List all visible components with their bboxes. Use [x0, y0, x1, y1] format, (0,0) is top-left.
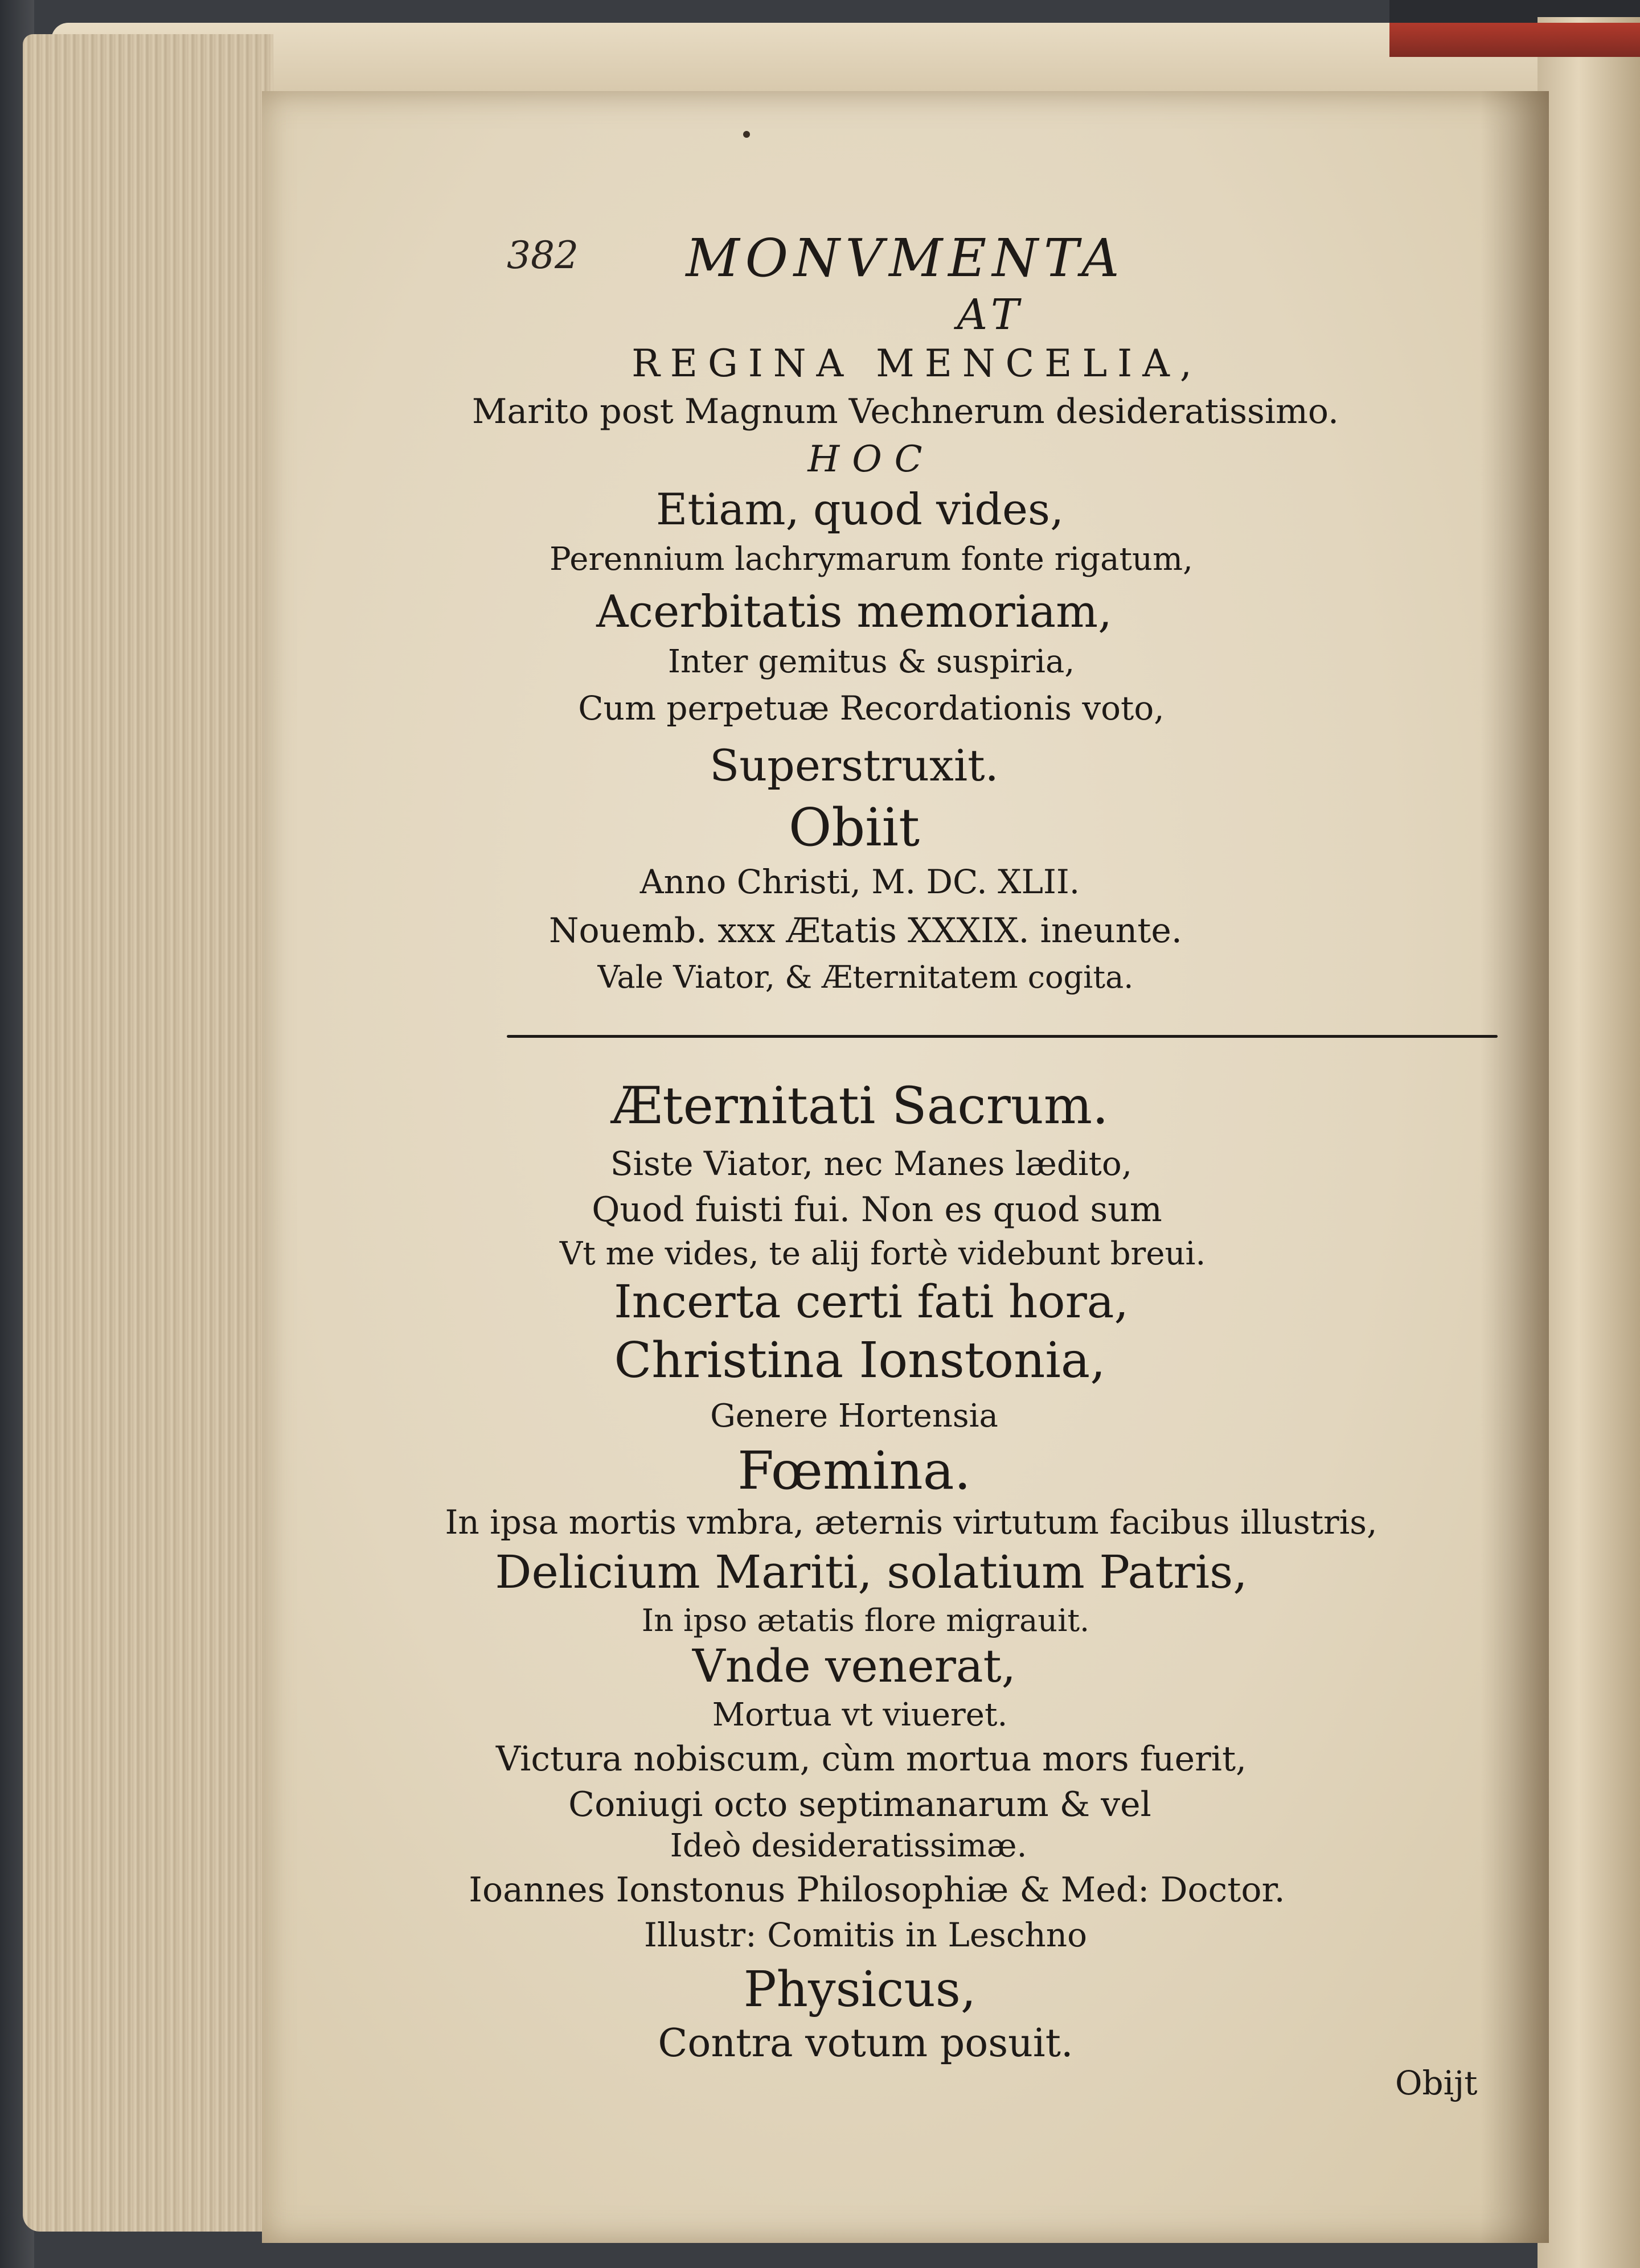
epitaph1-line: Superstruxit. [710, 740, 999, 791]
epitaph2-line: Physicus, [743, 1961, 977, 2018]
epitaph2-line: In ipsa mortis vmbra, æternis virtutum facibus illustris, [445, 1503, 1377, 1542]
epitaph2-line: Illustr: Comitis in Leschno [643, 1916, 1088, 1954]
epitaph1-line: Etiam, quod vides, [655, 484, 1064, 535]
epitaph2-line: Incerta certi fati hora, [614, 1275, 1129, 1328]
epitaph1-line: Inter gemitus & suspiria, [667, 643, 1075, 680]
epitaph1-line: Perennium lachrymarum fonte rigatum, [550, 541, 1193, 578]
ink-spot [743, 131, 750, 138]
printed-page [262, 91, 1549, 2243]
epitaph2-line: Contra votum posuit. [658, 2021, 1073, 2066]
book-top-edge [51, 23, 1566, 91]
epitaph1-line: Marito post Magnum Vechnerum desideratissimo. [472, 392, 1339, 432]
epitaph2-line: Victura nobiscum, cùm mortua mors fuerit, [495, 1739, 1247, 1779]
epitaph2-line: Ioannes Ionstonus Philosophiæ & Med: Doctor. [469, 1870, 1285, 1910]
page-number: 382 [507, 233, 579, 277]
epitaph2-line: Mortua vt viueret. [712, 1696, 1008, 1733]
epitaph2-line: Coniugi octo septimanarum & vel [568, 1785, 1151, 1825]
section-divider [507, 1035, 1498, 1038]
running-head: MONVMENTA [686, 228, 1125, 289]
epitaph2-line: Siste Viator, nec Manes lædito, [610, 1144, 1133, 1183]
epitaph2-line: In ipso ætatis flore migrauit. [641, 1603, 1090, 1638]
epitaph1-line: REGINA MENCELIA, [632, 342, 1202, 385]
epitaph1-line: Obiit [788, 797, 920, 858]
epitaph2-line: Quod fuisti fui. Non es quod sum [592, 1190, 1162, 1230]
epitaph1-line: Anno Christi, M. DC. XLII. [639, 862, 1080, 901]
catchword: Obijt [1395, 2064, 1478, 2102]
epitaph1-line: HOC [807, 438, 935, 480]
binding-headband [1389, 23, 1640, 57]
epitaph2-line: Genere Hortensia [710, 1398, 998, 1435]
epitaph2-line: Æternitati Sacrum. [611, 1076, 1109, 1136]
epitaph2-line: Fœmina. [737, 1440, 971, 1501]
epitaph2-line: Ideò desideratissimæ. [670, 1827, 1027, 1864]
epitaph1-line: Nouemb. xxx Ætatis XXXIX. ineunte. [549, 911, 1182, 951]
epitaph2-line: Vt me vides, te alij fortè videbunt breui. [559, 1235, 1206, 1272]
epitaph1-line: Acerbitatis memoriam, [596, 586, 1112, 638]
epitaph1-line: Cum perpetuæ Recordationis voto, [578, 689, 1165, 728]
epitaph2-line: Delicium Mariti, solatium Patris, [495, 1546, 1248, 1599]
epitaph1-line: AT [957, 290, 1025, 339]
epitaph2-line: Christina Ionstonia, [614, 1332, 1106, 1389]
epitaph2-line: Vnde venerat, [692, 1640, 1016, 1692]
epitaph1-line: Vale Viator, & Æternitatem cogita. [597, 959, 1134, 995]
